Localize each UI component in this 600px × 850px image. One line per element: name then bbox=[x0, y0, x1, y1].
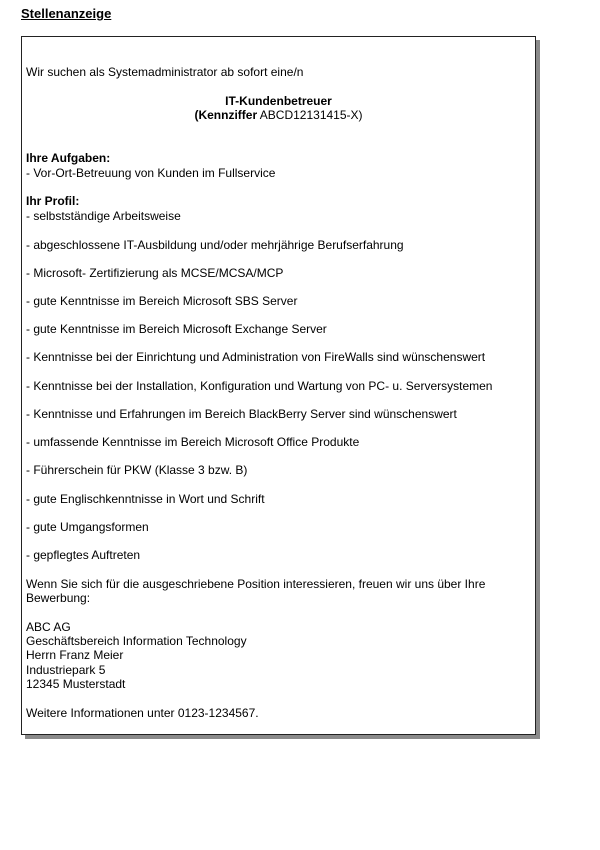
address-department: Geschäftsbereich Information Technology bbox=[26, 634, 247, 648]
address-city: 12345 Musterstadt bbox=[26, 677, 126, 691]
more-info-text: Weitere Informationen unter 0123-1234567. bbox=[26, 706, 259, 720]
profile-item: - Kenntnisse bei der Installation, Konfiguration und Wartung von PC- u. Serversystemen bbox=[26, 379, 493, 393]
profile-item: - gute Kenntnisse im Bereich Microsoft Exchange Server bbox=[26, 322, 327, 336]
reference-code: ABCD12131415-X) bbox=[259, 108, 363, 122]
closing-text: Wenn Sie sich für die ausgeschriebene Position interessieren, freuen wir uns über Ihre Bewerbung: bbox=[26, 577, 486, 605]
profile-item: - umfassende Kenntnisse im Bereich Microsoft Office Produkte bbox=[26, 435, 360, 449]
intro-text: Wir suchen als Systemadministrator ab sofort eine/n bbox=[26, 65, 304, 79]
profile-item: - Kenntnisse bei der Einrichtung und Administration von FireWalls sind wünschenswert bbox=[26, 350, 486, 364]
profile-item: - Kenntnisse und Erfahrungen im Bereich BlackBerry Server sind wünschenswert bbox=[26, 407, 457, 421]
profile-item: - selbstständige Arbeitsweise bbox=[26, 209, 181, 223]
task-item: - Vor-Ort-Betreuung von Kunden im Fullservice bbox=[26, 166, 276, 180]
profile-item: - gepflegtes Auftreten bbox=[26, 548, 141, 562]
profile-item: - abgeschlossene IT-Ausbildung und/oder mehrjährige Berufserfahrung bbox=[26, 238, 404, 252]
profile-heading: Ihr Profil: bbox=[26, 194, 80, 208]
tasks-heading: Ihre Aufgaben: bbox=[26, 151, 111, 165]
profile-item: - Führerschein für PKW (Klasse 3 bzw. B) bbox=[26, 463, 248, 477]
job-ad-box bbox=[21, 36, 536, 735]
profile-item: - gute Kenntnisse im Bereich Microsoft SBS Server bbox=[26, 294, 298, 308]
position-title: IT-Kundenbetreuer bbox=[225, 94, 332, 108]
page-title: Stellenanzeige bbox=[21, 6, 112, 21]
profile-item: - gute Englischkenntnisse in Wort und Schrift bbox=[26, 492, 265, 506]
profile-item: - Microsoft- Zertifizierung als MCSE/MCSA/MCP bbox=[26, 266, 284, 280]
reference-line bbox=[22, 108, 535, 122]
reference-label: (Kennziffer bbox=[194, 108, 258, 122]
address-street: Industriepark 5 bbox=[26, 663, 106, 677]
profile-item: - gute Umgangsformen bbox=[26, 520, 149, 534]
address-contact: Herrn Franz Meier bbox=[26, 648, 124, 662]
address-company: ABC AG bbox=[26, 620, 71, 634]
